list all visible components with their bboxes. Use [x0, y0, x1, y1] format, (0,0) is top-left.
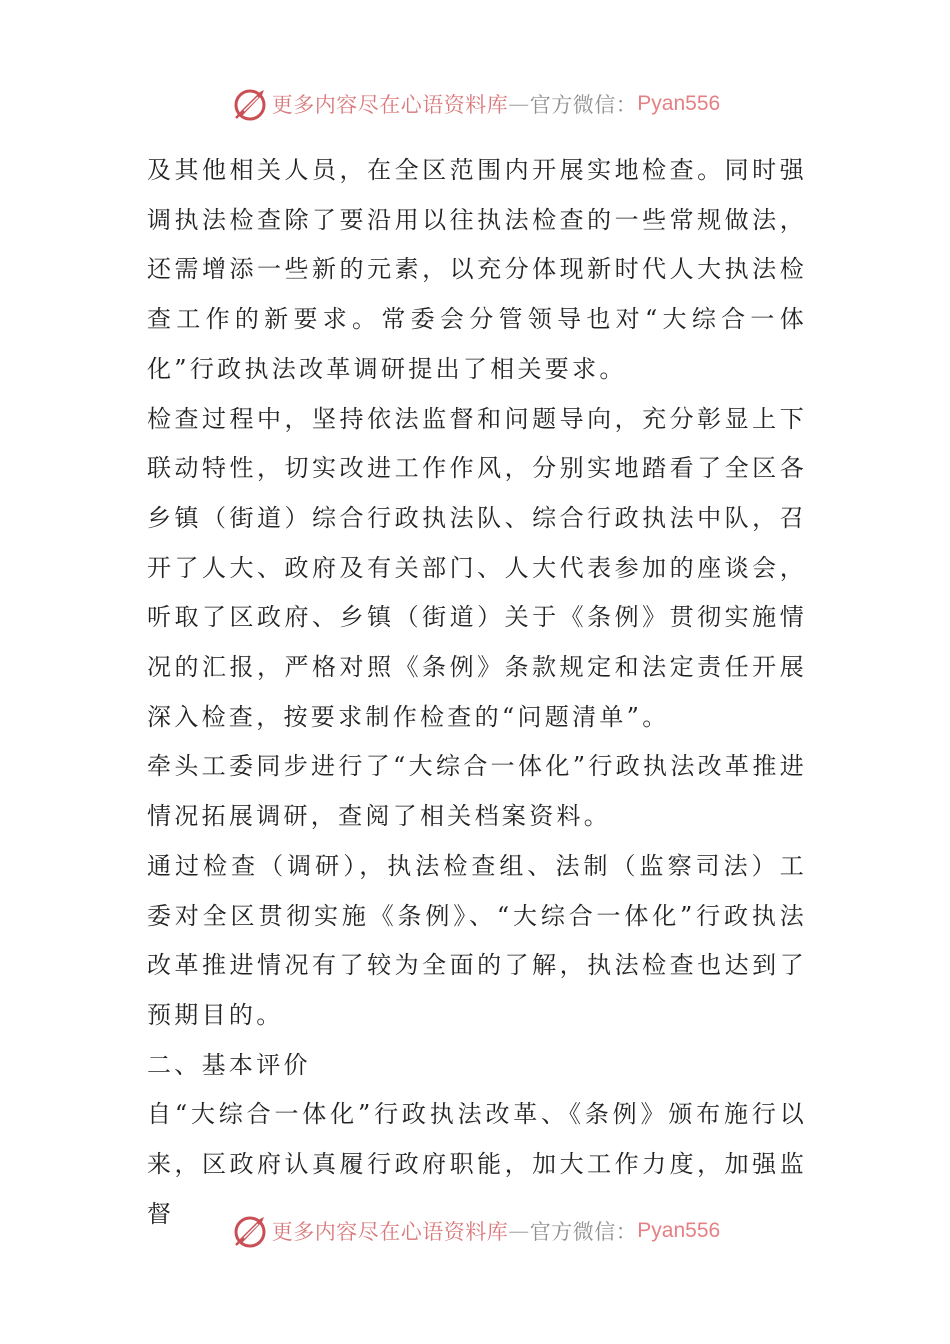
paragraph-committee-research: 牵头工委同步进行了“大综合一体化”行政执法改革推进情况拓展调研，查阅了相关档案资料。 — [147, 752, 807, 831]
paragraph-inspection-process: 检查过程中，坚持依法监督和问题导向，充分彰显上下联动特性，切实改进工作作风，分别实地踏看了全区各乡镇（街道）综合行政执法队、综合行政执法中队，召开了人大、政府及有关部门、人大代表参加的座谈会，听取了区政府、乡镇（街道）关于《条例》贯彻实施情况的汇报，严格对照《条例》条款规定和法定责任开展深入检查，按要求制作检查的“问题清单”。 — [147, 404, 807, 731]
banner-dash: — — [508, 92, 530, 116]
footer-banner — [0, 1209, 950, 1253]
banner-wechat-id: Pyan556 — [637, 92, 721, 115]
banner-site-name: 更多内容尽在心语资料库 — [271, 1220, 509, 1244]
header-banner — [0, 82, 950, 126]
section-heading-basic-evaluation: 二、基本评价 — [147, 1050, 311, 1079]
banner-official-label: 官方微信： — [529, 1220, 638, 1244]
document-body — [147, 146, 807, 1239]
banner-official-label: 官方微信： — [529, 93, 638, 117]
banner-site-name: 更多内容尽在心语资料库 — [271, 93, 509, 117]
quill-pen-logo-icon — [230, 84, 270, 124]
paragraph-inspection-scope: 及其他相关人员，在全区范围内开展实地检查。同时强调执法检查除了要沿用以往执法检查的一些常规做法，还需增添一些新的元素，以充分体现新时代人大执法检查工作的新要求。常委会分管领导也对“大综合一体化”行政执法改革调研提出了相关要求。 — [147, 156, 807, 383]
paragraph-evaluation-intro: 自“大综合一体化”行政执法改革、《条例》颁布施行以来，区政府认真履行政府职能，加大工作力度，加强监督 — [147, 1100, 807, 1228]
banner-wechat-id: Pyan556 — [637, 1219, 721, 1242]
banner-dash: — — [508, 1219, 530, 1243]
quill-pen-logo-icon — [230, 1211, 270, 1251]
paragraph-inspection-result: 通过检查（调研），执法检查组、法制（监察司法）工委对全区贯彻实施《条例》、“大综合一体化”行政执法改革推进情况有了较为全面的了解，执法检查也达到了预期目的。 — [147, 851, 807, 1029]
